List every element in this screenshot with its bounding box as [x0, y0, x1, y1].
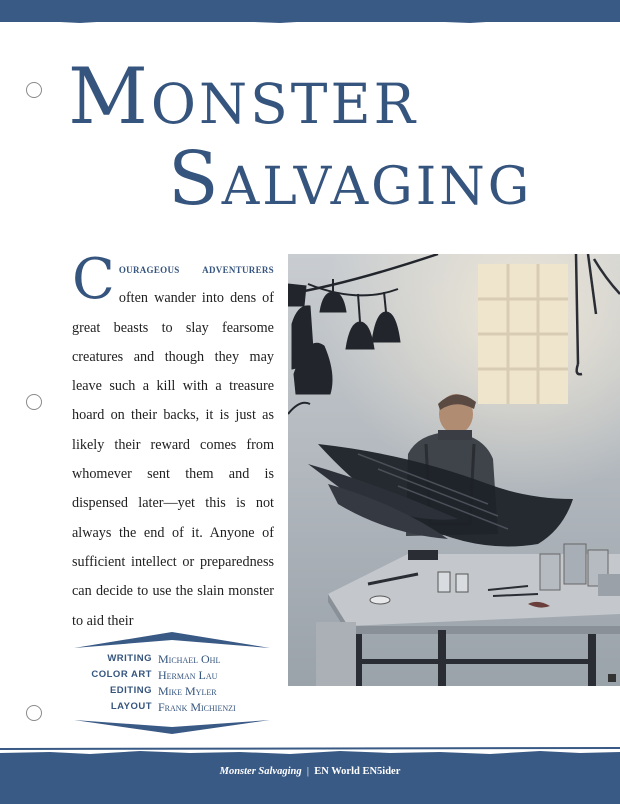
lead-in-text: ourageous adventurers — [118, 261, 274, 276]
artist-mark — [608, 674, 616, 682]
window — [478, 264, 568, 404]
top-border-edge — [0, 18, 620, 26]
bottom-border-band — [0, 754, 620, 804]
credit-role: WRITING — [107, 653, 152, 664]
title-line-2: Salvaging — [168, 136, 533, 222]
footer-title: Monster Salvaging — [219, 766, 302, 777]
page-footer — [0, 766, 620, 777]
credits-box — [72, 630, 272, 740]
title-line-1: Monster — [68, 52, 419, 142]
credit-role: EDITING — [109, 685, 152, 696]
drop-cap: C — [72, 247, 115, 312]
credit-name: Frank Michienzi — [158, 700, 236, 714]
paragraph-text: often wander into dens of great beasts to slay fearsome creatures and though they may leave such a kill with a treasure hoard on their backs, it is just as likely their reward comes from whomever sent them and is dispensed later—yet this is not always the end of it. Anyone of sufficient intellect or preparedness can decide to use the slain monster to aid their — [72, 290, 274, 629]
credit-name: Michael Ohl — [158, 652, 221, 666]
punch-hole-middle — [26, 394, 42, 410]
credit-role: COLOR ART — [91, 669, 152, 680]
punch-hole-bottom — [26, 705, 42, 721]
credit-role: LAYOUT — [110, 701, 152, 712]
intro-paragraph — [72, 247, 274, 636]
illustration-monster-salvaging — [288, 254, 620, 686]
footer-brand: EN World EN5ider — [314, 766, 401, 777]
credit-name: Herman Lau — [158, 668, 218, 682]
footer-separator: | — [306, 766, 309, 777]
bottom-border-edge — [0, 746, 620, 758]
credit-name: Mike Myler — [158, 684, 217, 698]
cabinet — [316, 622, 356, 686]
punch-hole-top — [26, 82, 42, 98]
